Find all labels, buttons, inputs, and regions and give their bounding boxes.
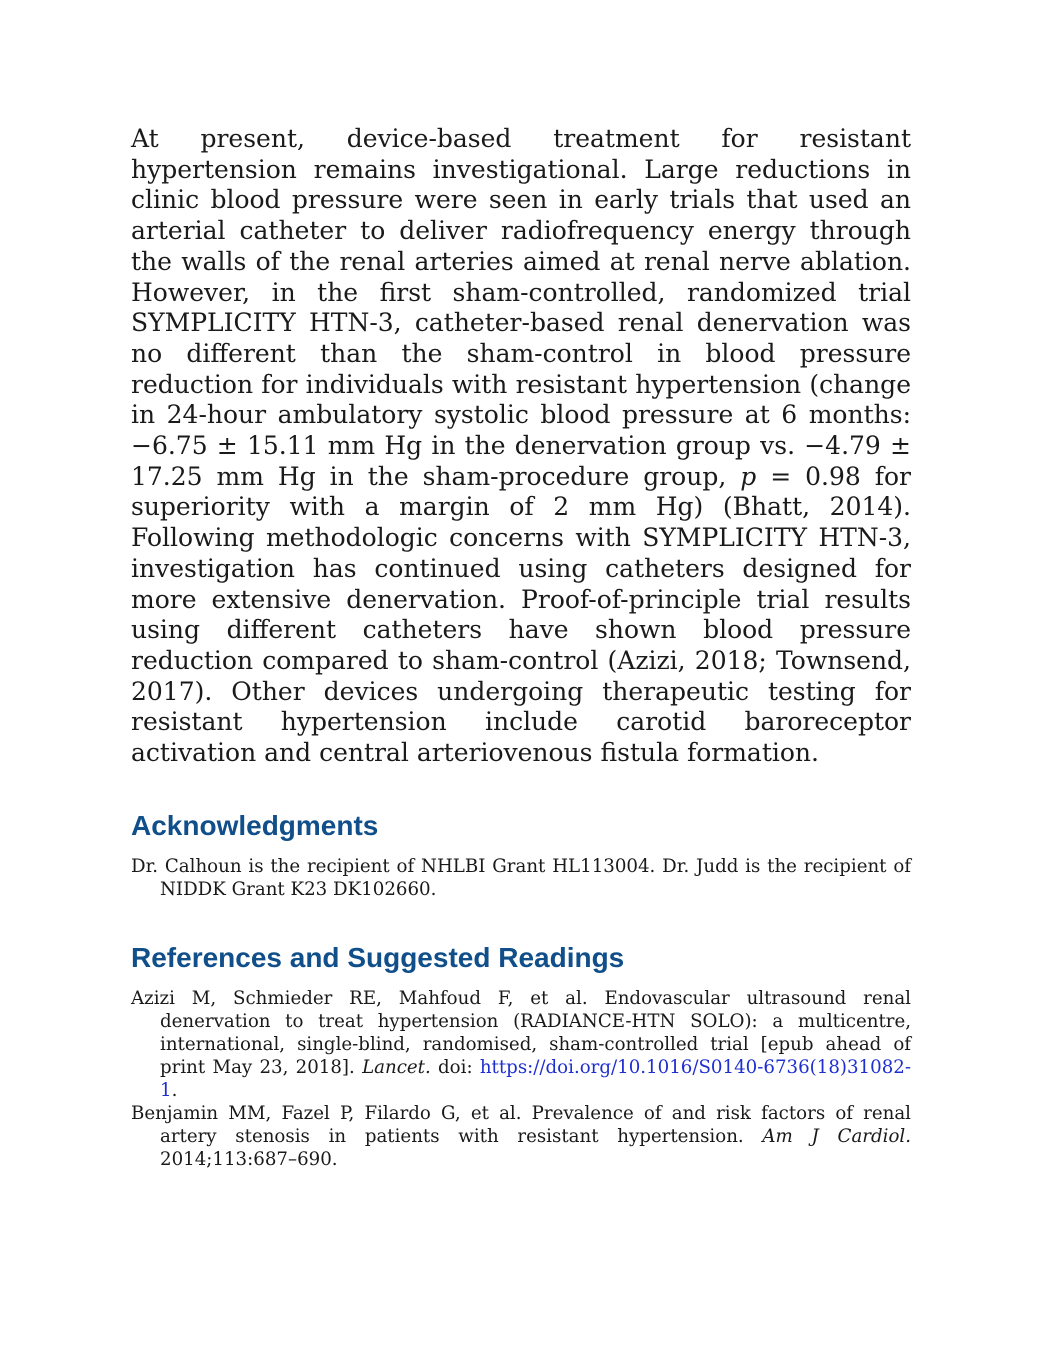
acknowledgments-text: Dr. Calhoun is the recipient of NHLBI Grant HL113004. Dr. Judd is the recipient of NIDDK Grant K23 DK102660. [131,855,911,900]
reference-item [131,1102,911,1171]
body-text-part-1: At present, device-based treatment for resistant hypertension remains investigational. Large reductions in clinic blood pressure were seen in early trials that used an arterial catheter to deliver radiofrequency energy through the walls of the renal arteries aimed at renal nerve ablation. However, in the first sham-controlled, randomized trial SYMPLICITY HTN-3, catheter-based renal denervation was no different than the sham-control in blood pressure reduction for individuals with resistant hypertension (change in 24-hour ambulatory systolic blood pressure at 6 months: −6.75 ± 15.11 mm Hg in the denervation group vs. −4.79 ± 17.25 mm Hg in the sham-procedure group, [131,124,911,491]
page-content [131,124,911,1171]
reference-journal: Am J Cardiol. [762,1125,911,1147]
reference-text: Benjamin MM, Fazel P, Filardo G, et al. Prevalence of and risk factors of renal artery stenosis in patients with resistant hypertension. [131,1102,911,1147]
reference-end: 2014;113:687–690. [160,1148,338,1170]
reference-doi-label: doi: [430,1056,480,1078]
reference-journal: Lancet. [362,1056,431,1078]
references-heading: References and Suggested Readings [131,941,625,973]
reference-item [131,987,911,1102]
reference-text: Azizi M, Schmieder RE, Mahfoud F, et al. Endovascular ultrasound renal denervation to treat hypertension (RADIANCE-HTN SOLO): a multicentre, international, single-blind, randomised, sham-controlled trial [epub ahead of print May 23, 2018]. [131,987,911,1078]
references-list [131,987,911,1171]
reference-doi-link[interactable]: https://doi.org/10.1016/S0140-6736(18)31082-1 [160,1056,911,1101]
body-text-part-2: = 0.98 for superiority with a margin of 2 mm Hg) (Bhatt, 2014). Following methodologic concerns with SYMPLICITY HTN-3, investigation has continued using catheters designed for more extensive denervation. Proof-of-principle trial results using different catheters have shown blood pressure reduction compared to sham-control (Azizi, 2018; Townsend, 2017). Other devices undergoing therapeutic testing for resistant hypertension include carotid baroreceptor activation and central arteriovenous fistula formation. [131,461,911,768]
p-value-symbol: p [740,461,757,491]
body-paragraph [131,124,911,769]
acknowledgments-heading: Acknowledgments [131,809,379,841]
reference-end: . [171,1079,178,1101]
